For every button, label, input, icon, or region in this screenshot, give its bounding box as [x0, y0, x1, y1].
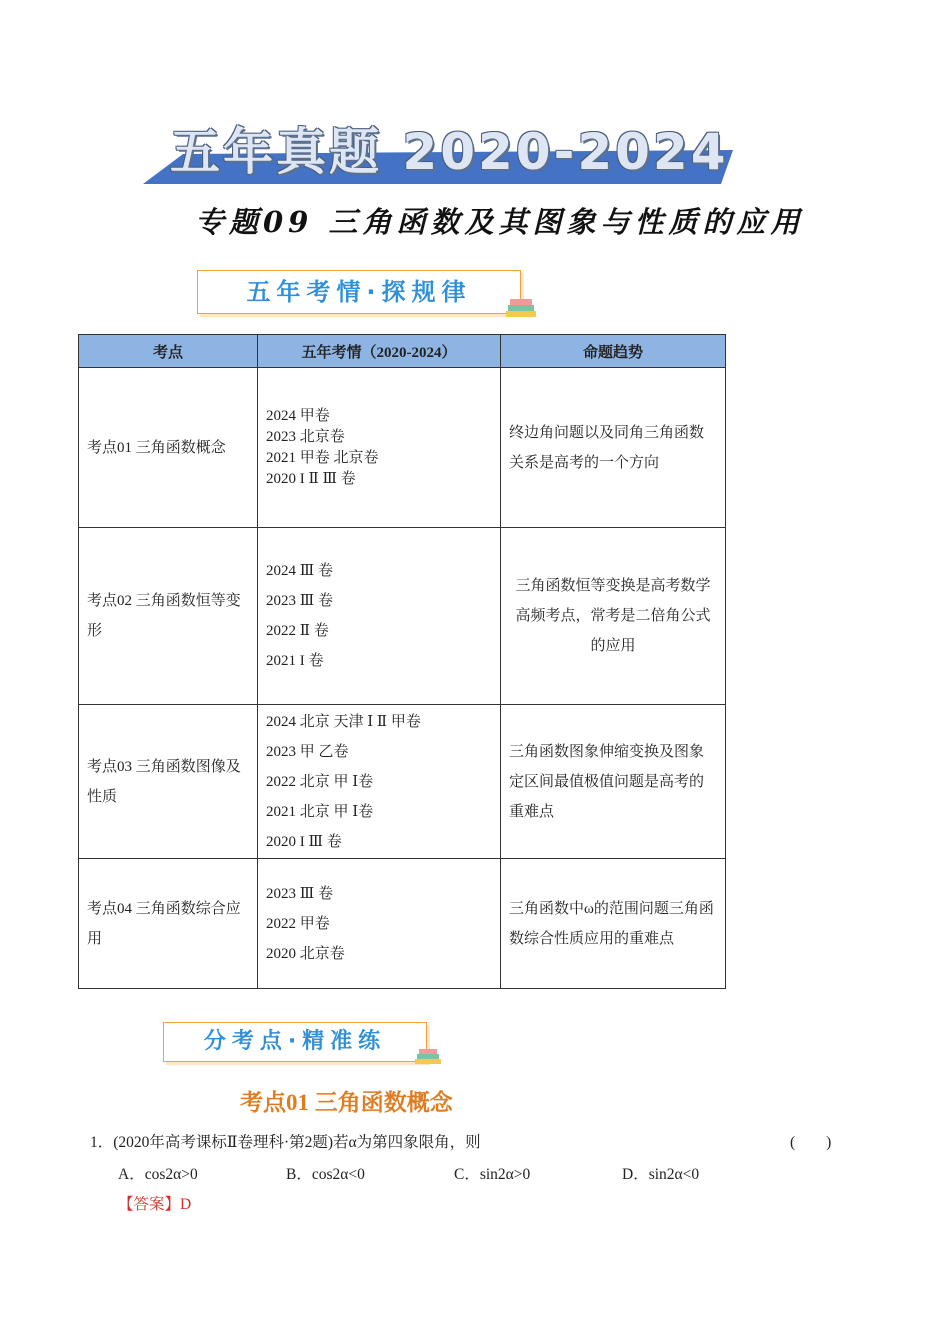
table-row [79, 705, 726, 859]
answer-text: 【答案】D [118, 1196, 192, 1213]
year-entry: 2020 I Ⅱ Ⅲ 卷 [266, 470, 356, 487]
year-entry: 2024 甲卷 [266, 407, 330, 424]
option-a: A．cos2α>0 [118, 1166, 198, 1183]
year-entry: 2020 北京卷 [266, 945, 345, 962]
section-label: 五年考情·探规律 [246, 278, 472, 306]
option-b: B．cos2α<0 [286, 1166, 365, 1183]
books-icon [413, 1046, 443, 1066]
subtitle: 专题09 三角函数及其图象与性质的应用 [195, 205, 805, 239]
year-entry: 2022 Ⅱ 卷 [266, 623, 329, 639]
table-header-row [79, 335, 726, 368]
year-entry: 2021 北京 甲 Ⅰ卷 [266, 803, 374, 820]
trend-cell: 终边角问题以及同角三角函数关系是高考的一个方向 [501, 368, 726, 528]
table-row [79, 859, 726, 989]
year-entry: 2023 甲 乙卷 [266, 743, 349, 760]
question-stem: 1．(2020年高考课标Ⅱ卷理科·第2题)若α为第四象限角，则 [90, 1134, 481, 1151]
option-c: C．sin2α>0 [454, 1166, 531, 1183]
trend-cell: 三角函数中ω的范围问题三角函数综合性质应用的重难点 [501, 859, 726, 989]
header-trend: 命题趋势 [501, 335, 726, 368]
books-icon [504, 297, 538, 319]
table-row [79, 368, 726, 528]
option-d: D．sin2α<0 [622, 1166, 700, 1183]
section-five-year-trends [197, 270, 521, 314]
topic-cell: 考点04 三角函数综合应用 [79, 859, 258, 989]
years-cell [258, 368, 501, 528]
topic-cell: 考点03 三角函数图像及性质 [79, 705, 258, 859]
topic-cell: 考点02 三角函数恒等变形 [79, 528, 258, 705]
header-topic: 考点 [79, 335, 258, 368]
table-row [79, 528, 726, 705]
trend-cell: 三角函数图象伸缩变换及图象定区间最值极值问题是高考的重难点 [501, 705, 726, 859]
year-entry: 2023 北京卷 [266, 428, 345, 445]
year-entry: 2021 I 卷 [266, 653, 324, 669]
exam-analysis-table [78, 334, 726, 989]
year-entry: 2021 甲卷 北京卷 [266, 449, 379, 466]
year-entry: 2024 Ⅲ 卷 [266, 563, 333, 579]
year-entry: 2022 北京 甲 Ⅰ卷 [266, 773, 374, 790]
years-cell [258, 705, 501, 859]
year-entry: 2024 北京 天津 Ⅰ Ⅱ 甲卷 [266, 713, 421, 730]
trend-cell: 三角函数恒等变换是高考数学高频考点，常考是二倍角公式的应用 [501, 528, 726, 705]
year-entry: 2023 Ⅲ 卷 [266, 885, 333, 902]
topic-cell: 考点01 三角函数概念 [79, 368, 258, 528]
answer-blank: ( ) [790, 1134, 832, 1151]
years-cell [258, 528, 501, 705]
banner-title: 五年真题 2020-2024 [170, 123, 729, 181]
year-entry: 2022 甲卷 [266, 915, 330, 932]
section-label: 分考点·精准练 [203, 1029, 387, 1054]
section-practice-by-topic [163, 1022, 427, 1062]
kaodian-heading: 考点01 三角函数概念 [240, 1090, 453, 1115]
year-entry: 2023 Ⅲ 卷 [266, 593, 333, 609]
header-years: 五年考情（2020-2024） [258, 335, 501, 368]
year-entry: 2020 I Ⅲ 卷 [266, 833, 342, 850]
years-cell [258, 859, 501, 989]
